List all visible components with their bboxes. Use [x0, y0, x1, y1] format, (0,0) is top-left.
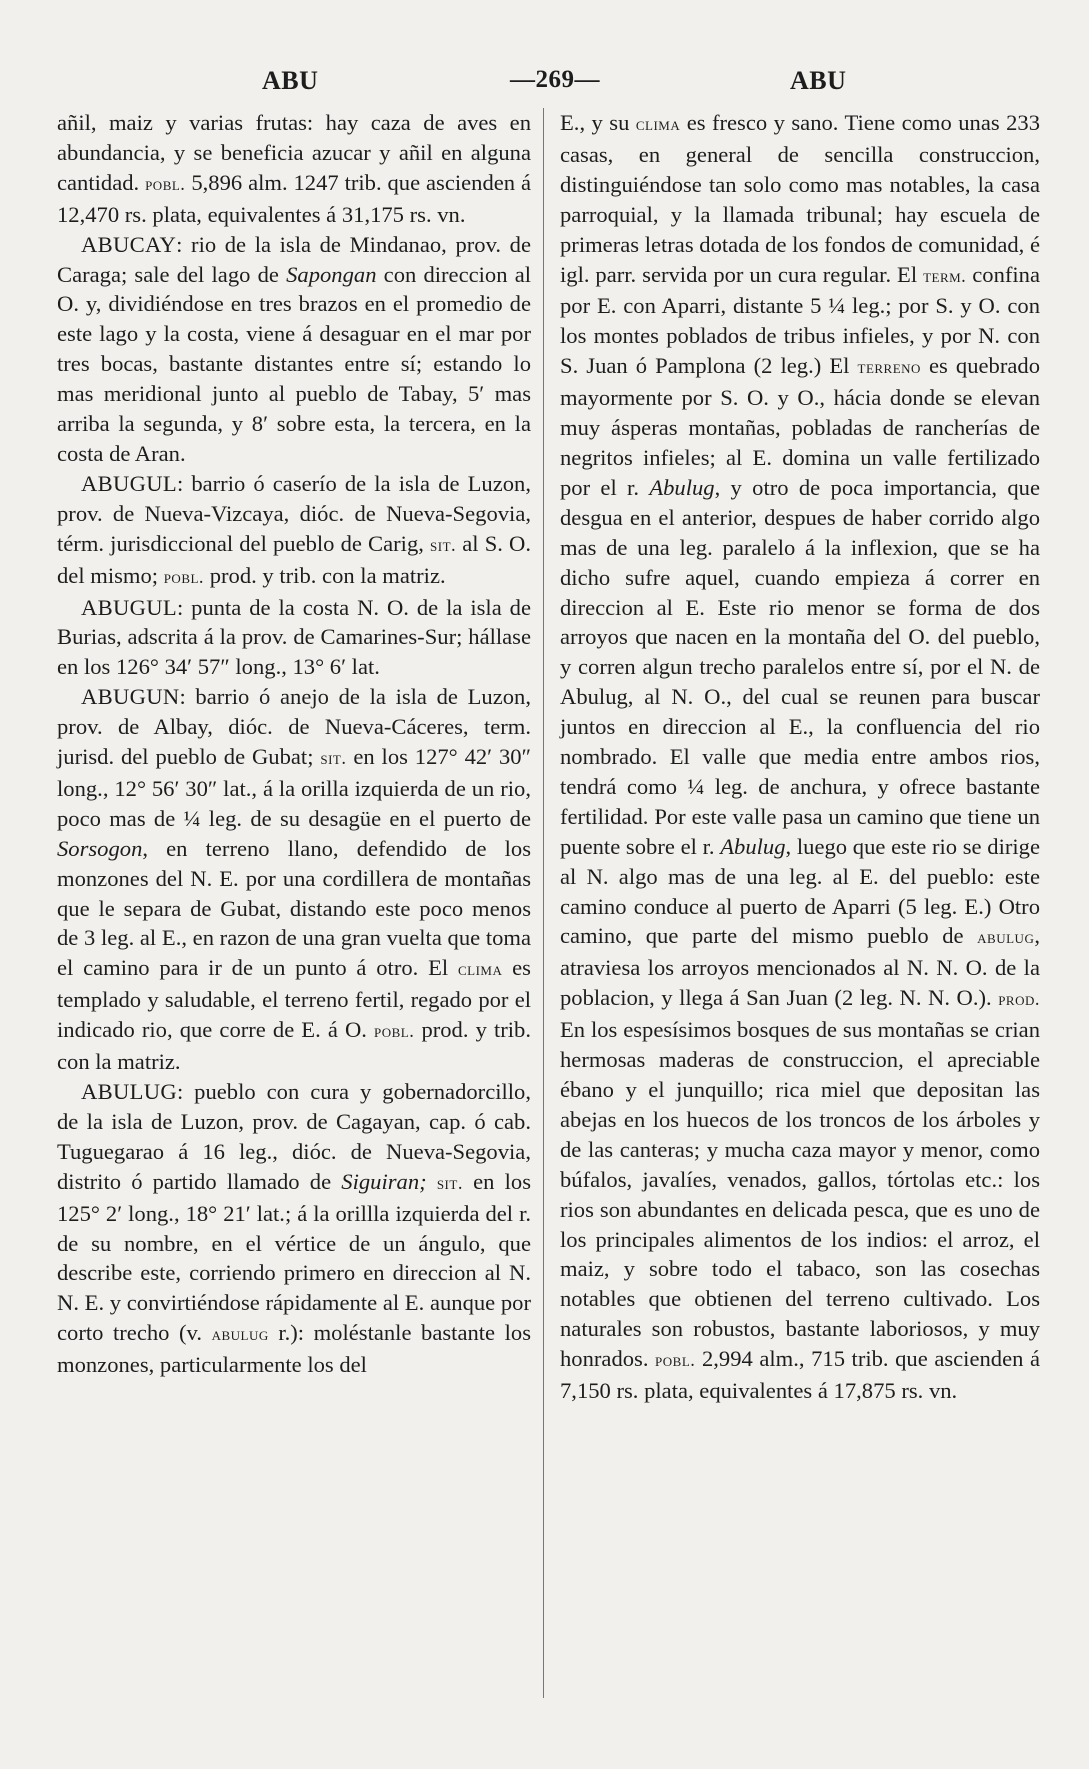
abbreviation: clima: [457, 959, 503, 981]
abbreviation: sit.: [320, 748, 347, 770]
text-run: : barrio ó caserío de la isla de Luzon, prov. de Nueva-Vizcaya, dióc. de Nueva-Segovia, térm. jurisdiccional del pueblo de Carig,: [57, 470, 531, 556]
paragraph: [57, 593, 531, 683]
text-run: E., y su: [560, 110, 636, 135]
text-run: prod. y trib. con la matriz.: [57, 1017, 531, 1075]
text-run: , atraviesa los arroyos mencionados al N. N. O. de la poblacion, y llega á San Juan (2 leg. N. N. O.).: [560, 923, 1040, 1011]
text-run: prod. y trib. con la matriz.: [204, 562, 446, 588]
text-run: con direccion al O. y, dividiéndose en tres brazos en el promedio de este lago y la costa, viene á desaguar en el mar por tres bocas, bastante distantes entre sí; estando lo mas meridional junto al pueblo de Tabay, 5′ mas arriba la segunda, y 8′ sobre esta, la tercera, en la costa de Aran.: [57, 261, 531, 466]
text-run: En los espesísimos bosques de sus montañas se crian hermosas maderas de construccion, el apreciable ébano y el junquillo; rica miel que depositan las abejas en los huecos de los troncos de los árboles y de las canteras; y mucha caza mayor y menor, como búfalos, javalíes, venados, gallos, tórtolas etc.: los rios son abundantes en delicada pesca, que es uno de los principales alimentos de los indios: el arroz, el maiz, y sobre todo el tabaco, son las cosechas notables que obtienen del terreno cultivado. Los naturales son robustos, bastante laboriosos, y muy honrados.: [560, 1017, 1040, 1372]
text-run: al S. O. del mismo;: [57, 530, 531, 588]
abbreviation: term.: [923, 265, 967, 287]
text-run: 2,994 alm., 715 trib. que ascienden á 7,150 rs. plata, equivalentes á 17,875 rs. vn.: [560, 1346, 1040, 1404]
abbreviation: sit.: [430, 534, 457, 556]
text-run: : pueblo con cura y gobernadorcillo, de la isla de Luzon, prov. de Cagayan, cap. ó cab. Tuguegarao á 16 leg., dióc. de Nueva-Segovia, distrito ó partido llamado de: [57, 1079, 531, 1194]
text-run: 5,896 alm. 1247 trib. que ascienden á 12,470 rs. plata, equivalentes á 31,175 rs. vn.: [57, 169, 531, 227]
text-run: : barrio ó anejo de la isla de Luzon, prov. de Albay, dióc. de Nueva-Cáceres, term. jurisd. del pueblo de Gubat;: [57, 684, 531, 770]
italic-name: Siguiran;: [341, 1168, 427, 1194]
abbreviation: terreno: [857, 357, 921, 379]
abbreviation: pobl.: [145, 173, 186, 195]
left-text-column: [57, 108, 531, 1380]
text-run: confina por E. con Aparri, distante 5 ¼ leg.; por S. y O. con los montes poblados de tribus infieles, y por N. con S. Juan ó Pamplona (2 leg.) El: [560, 261, 1040, 379]
text-run: es templado y saludable, el terreno fertil, regado por el indicado rio, que corre de E. á O.: [57, 955, 531, 1043]
header-right-guide-word: ABU: [790, 66, 847, 95]
italic-name: Sorsogon: [57, 835, 143, 861]
paragraph: [57, 230, 531, 469]
entry-headword: ABUGUL: [81, 470, 177, 496]
header-left-guide-word: ABU: [262, 66, 319, 95]
text-run: : rio de la isla de Mindanao, prov. de Caraga; sale del lago de: [57, 231, 531, 287]
text-run: : punta de la costa N. O. de la isla de Burias, adscrita á la prov. de Camarines-Sur; hállase en los 126° 34′ 57″ long., 13° 6′ lat.: [57, 594, 531, 680]
abbreviation: prod.: [998, 989, 1040, 1011]
text-run: , en terreno llano, defendido de los monzones del N. E. por una cordillera de montañas que le separa de Gubat, distando este poco menos de 3 leg. al E., en razon de una gran vuelta que toma el camino para ir de un punto á otro. El: [57, 835, 531, 981]
italic-name: Sapongan: [286, 261, 377, 287]
abbreviation: abulug: [211, 1324, 269, 1346]
paragraph: [57, 1077, 531, 1380]
paragraph: [560, 108, 1040, 1406]
abbreviation: pobl.: [163, 566, 205, 588]
italic-name: Abulug: [720, 833, 786, 859]
entry-headword: ABUCAY: [81, 231, 177, 257]
text-run: en los 127° 42′ 30″ long., 12° 56′ 30″ lat., á la orilla izquierda de un rio, poco mas de ¼ leg. de su desagüe en el puerto de: [57, 744, 531, 831]
paragraph: [57, 469, 531, 593]
abbreviation: sit.: [436, 1172, 463, 1194]
text-run: es fresco y sano. Tiene como unas 233 casas, en general de sencilla construccion, distinguiéndose tan solo como mas notables, la casa parroquial, y la llamada tribunal; hay escuela de primeras letras dotada de los fondos de comunidad, é igl. parr. servida por un cura regular. El: [560, 110, 1040, 287]
abbreviation: pobl.: [655, 1350, 696, 1372]
page-number: —269—: [510, 66, 600, 93]
abbreviation: pobl.: [374, 1021, 415, 1043]
column-divider-rule: [543, 108, 544, 1698]
text-run: es quebrado mayormente por S. O. y O., hácia donde se elevan muy ásperas montañas, pobladas de rancherías de negritos infieles; al E. domina un valle fertilizado por el r.: [560, 353, 1040, 500]
italic-name: Abulug: [649, 474, 715, 500]
running-header: [0, 66, 1089, 106]
paragraph: [57, 108, 531, 230]
text-run: en los 125° 2′ long., 18° 21′ lat.; á la orillla izquierda del r. de su nombre, en el vértice de un ángulo, que describe este, corriendo primero en direccion al N. N. E. y convirtiéndose rápidamente al E. aunque por corto trecho (v.: [57, 1168, 531, 1346]
text-run: , luego que este rio se dirige al N. algo mas de una leg. al E. del pueblo: este camino conduce al puerto de Aparri (5 leg. E.) Otro camino, que parte del mismo pueblo de: [560, 833, 1040, 949]
abbreviation: clima: [635, 114, 681, 135]
text-run: [427, 1169, 437, 1194]
entry-headword: ABULUG: [81, 1079, 177, 1104]
right-text-column: [560, 108, 1040, 1406]
abbreviation: abulug: [977, 927, 1035, 949]
entry-headword: ABUGUL: [81, 594, 177, 620]
text-run: , y otro de poca importancia, que desgua en el anterior, despues de haber corrido algo mas de una leg. paralelo á la inflexion, que se ha dicho sufre aquel, cuando empieza á correr en direccion al E. Este rio menor se forma de dos arroyos que nacen en la montaña del O. del pueblo, y corren algun trecho paralelos entre sí, por el N. de Abulug, al N. O., del cual se reunen para buscar juntos en direccion al E., la confluencia del rio nombrado. El valle que media entre ambos rios, tendrá como ¼ leg. de anchura, y ofrece bastante fertilidad. Por este valle pasa un camino que tiene un puente sobre el r.: [560, 474, 1040, 859]
text-run: añil, maiz y varias frutas: hay caza de aves en abundancia, y se beneficia azucar y añil en alguna cantidad.: [57, 110, 531, 195]
entry-headword: ABUGUN: [81, 684, 180, 710]
paragraph: [57, 682, 531, 1077]
text-run: r.): moléstanle bastante los monzones, particularmente los del: [57, 1320, 531, 1378]
